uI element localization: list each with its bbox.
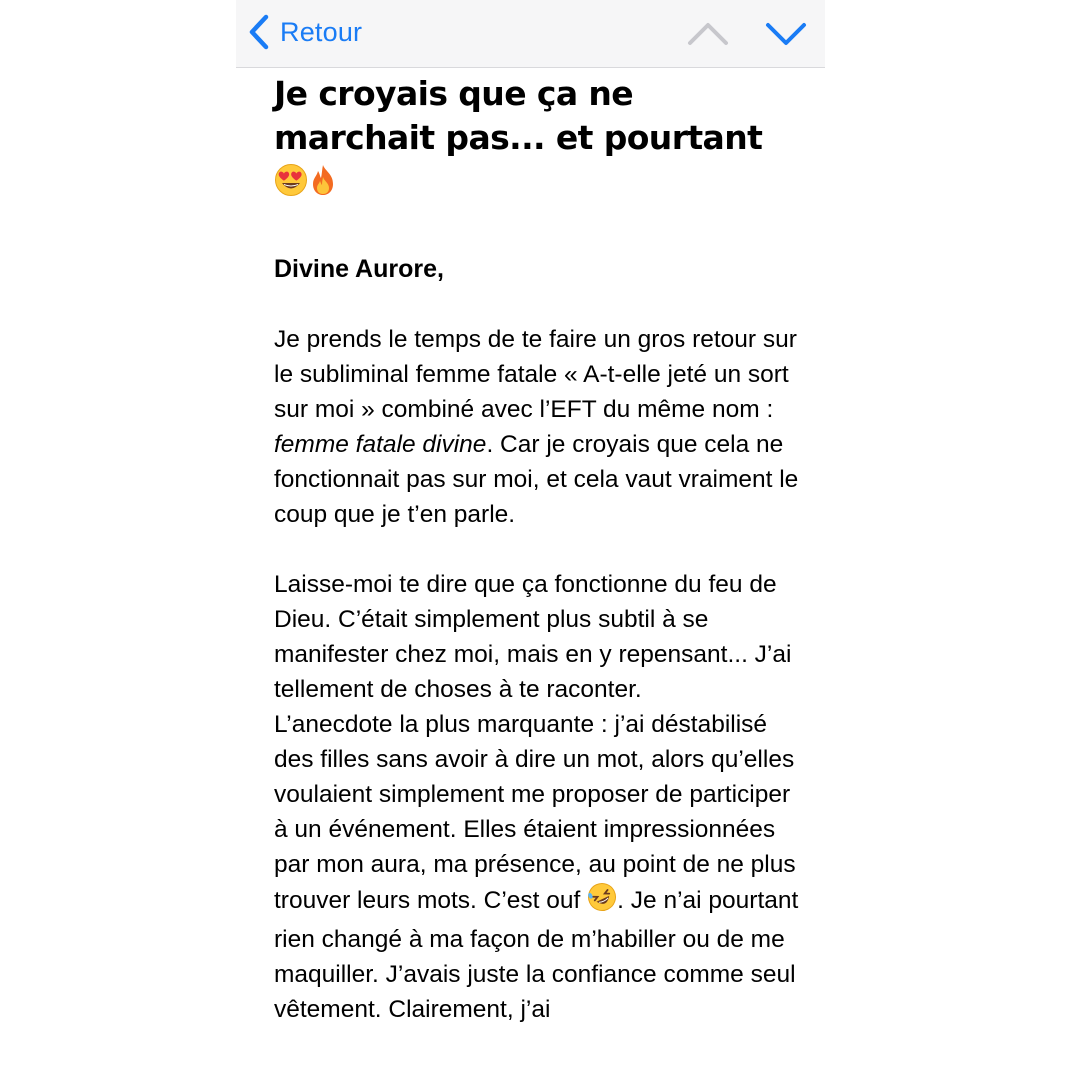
email-paragraph <box>274 707 804 1027</box>
previous-message-button[interactable] <box>686 16 730 50</box>
email-content <box>274 72 804 1027</box>
italic-text: femme fatale divine <box>274 431 487 458</box>
heart-eyes-emoji-icon <box>274 163 308 208</box>
email-subject <box>274 72 804 208</box>
paragraph-text: . Je n’ai pourtant rien changé à ma façon de m’habiller ou de me maquiller. J’avais juste la confiance comme seul vêtement. Clairement, j’ai <box>274 887 799 1023</box>
email-greeting: Divine Aurore, <box>274 255 444 283</box>
paragraph-text: Je prends le temps de te faire un gros retour sur le subliminal femme fatale « A-t-elle jeté un sort sur moi » combiné avec l’EFT du même nom : <box>274 326 797 423</box>
back-button[interactable] <box>248 12 362 52</box>
email-paragraph: Laisse-moi te dire que ça fonctionne du feu de Dieu. C’était simplement plus subtil à se manifester chez moi, mais en y repensant... J’ai tellement de choses à te raconter. <box>274 571 792 703</box>
fire-emoji-icon <box>308 163 338 208</box>
chevron-left-icon <box>248 14 270 50</box>
mail-view <box>236 0 825 1080</box>
paragraph-text: L’anecdote la plus marquante : j’ai déstabilisé des filles sans avoir à dire un mot, alors qu’elles voulaient simplement me proposer de participer à un événement. Elles étaient impressionnées par mon aura, ma présence, au point de ne plus trouver leurs mots. C’est ouf <box>274 711 796 914</box>
navigation-bar <box>236 0 825 68</box>
next-message-button[interactable] <box>764 16 808 50</box>
chevron-up-icon <box>686 16 730 50</box>
subject-text: Je croyais que ça ne marchait pas... et pourtant <box>274 74 763 157</box>
email-paragraph <box>274 322 804 532</box>
rofl-emoji-icon <box>587 882 617 922</box>
paragraph-text: . Car je croyais que cela ne fonctionnait pas sur moi, et cela vaut vraiment le coup que je t’en parle. <box>274 431 799 528</box>
chevron-down-icon <box>764 16 808 50</box>
back-button-label: Retour <box>280 16 363 47</box>
